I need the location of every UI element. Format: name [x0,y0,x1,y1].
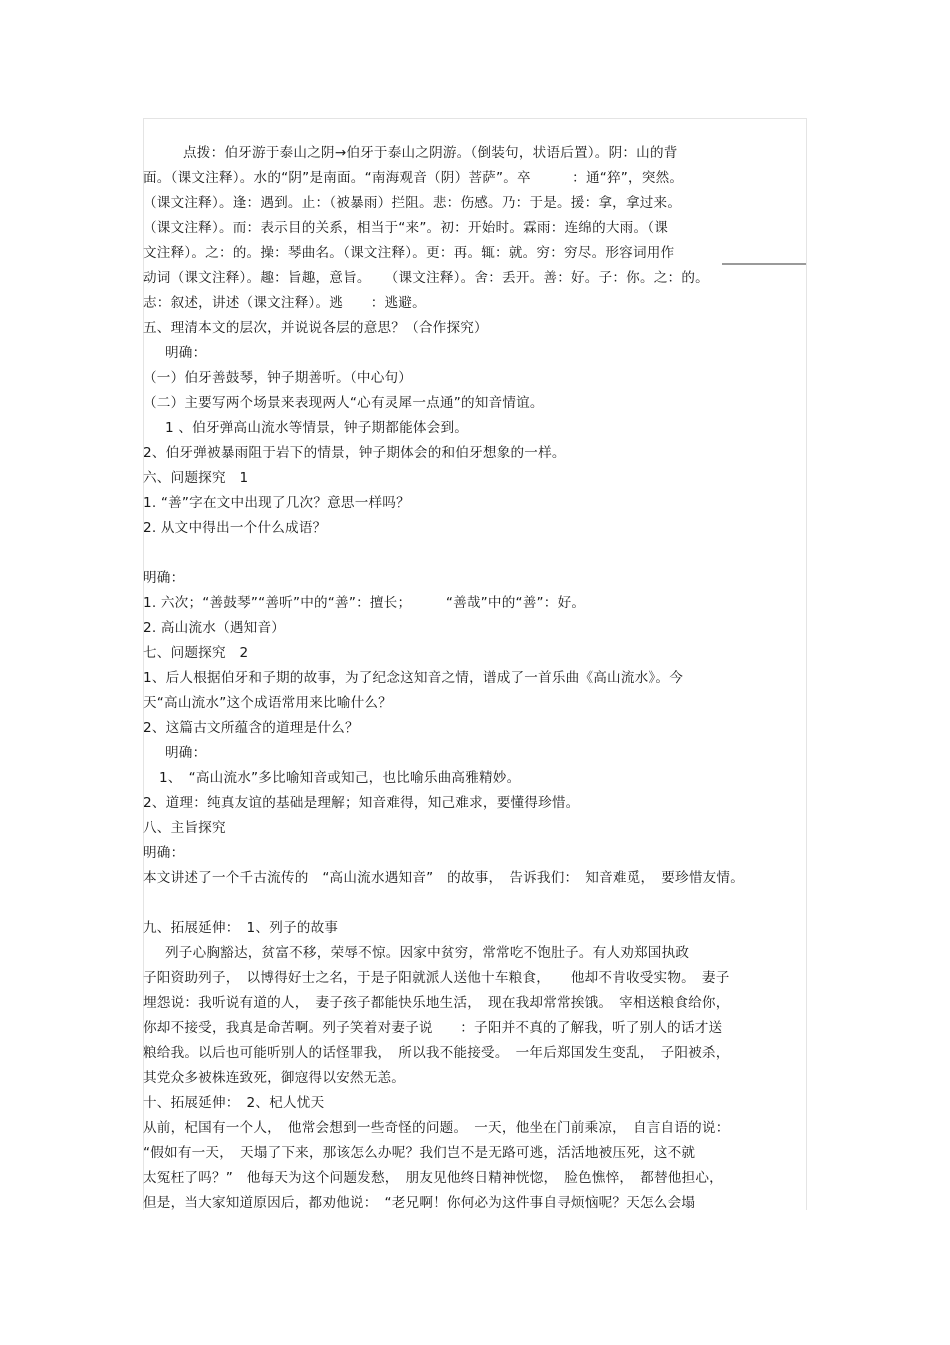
blank-line [143,541,803,566]
question-line: 1. “善”字在文中出现了几次？意思一样吗？ [143,495,410,511]
document-body [143,141,803,1216]
section-heading: 六、问题探究 1 [143,470,249,486]
text-line: 2、道理：纯真友谊的基础是理解；知音难得，知己难求，要懂得珍惜。 [143,795,580,811]
text-line: 点拨：伯牙游于泰山之阴→伯牙于泰山之阴游。（倒装句，状语后置）。阴：山的背 [183,145,678,161]
text-line: 动词（课文注释）。趣：旨趣，意旨。 （课文注释）。舍：丢开。善：好。子：你。之：的。 [143,270,709,286]
text-line: （二）主要写两个场景来表现两人“心有灵犀一点通”的知音情谊。 [143,395,544,411]
section-heading: 十、拓展延伸： 2、杞人忧天 [143,1095,325,1111]
text-line: 但是，当大家知道原因后，都劝他说： “老兄啊！你何必为这件事自寻烦恼呢？天怎么会塌 [143,1195,696,1211]
text-line: 粮给我。以后也可能听别人的话怪罪我， 所以我不能接受。 一年后郑国发生变乱， 子阳被杀， [143,1045,730,1061]
text-line: 列子心胸豁达，贫富不移，荣辱不惊。因家中贫穷，常常吃不饱肚子。有人劝郑国执政 [165,945,690,961]
text-line: 你却不接受，我真是命苦啊。列子笑着对妻子说 ：子阳并不真的了解我，听了别人的话才送 [143,1020,723,1036]
section-heading: 九、拓展延伸： 1、列子的故事 [143,920,339,936]
section-heading: 七、问题探究 2 [143,645,249,661]
text-line: 子阳资助列子， 以博得好士之名，于是子阳就派人送他十车粮食， 他却不肯收受实物。 妻子 [143,970,730,986]
text-line: “假如有一天， 天塌了下来，那该怎么办呢？我们岂不是无路可逃，活活地被压死，这不就 [143,1145,696,1161]
question-line: 1、后人根据伯牙和子期的故事，为了纪念这知音之情，谱成了一首乐曲《高山流水》。今 [143,670,684,686]
text-line: 2. 高山流水（遇知音） [143,620,286,636]
text-line: 从前，杞国有一个人， 他常会想到一些奇怪的问题。 一天，他坐在门前乘凉， 自言自语的说： [143,1120,730,1136]
text-line: （课文注释）。而：表示目的关系，相当于“来”。初：开始时。霖雨：连绵的大雨。（课 [143,220,669,236]
text-line: 其党众多被株连致死，御寇得以安然无恙。 [143,1070,406,1086]
text-line: 文注释）。之：的。操：琴曲名。（课文注释）。更：再。辄：就。穷：穷尽。形容词用作 [143,245,675,261]
text-line: 1 、伯牙弹高山流水等情景，钟子期都能体会到。 [165,420,469,436]
question-line: 天“高山流水”这个成语常用来比喻什么？ [143,695,392,711]
text-line: 埋怨说：我听说有道的人， 妻子孩子都能快乐地生活， 现在我却常常挨饿。 宰相送粮食给你， [143,995,730,1011]
question-line: 2、这篇古文所蕴含的道理是什么？ [143,720,359,736]
text-line: 1、 “高山流水”多比喻知音或知己，也比喻乐曲高雅精妙。 [159,770,521,786]
answer-label: 明确： [165,345,207,361]
answer-label: 明确： [165,745,207,761]
text-line: 太冤枉了吗？” 他每天为这个问题发愁， 朋友见他终日精神恍惚， 脸色憔悴， 都替他担心， [143,1170,723,1186]
question-line: 2. 从文中得出一个什么成语？ [143,520,327,536]
text-line: （课文注释）。逢：遇到。止：（被暴雨）拦阻。悲：伤感。乃：于是。援：拿，拿过来。 [143,195,682,211]
text-line: 2、伯牙弹被暴雨阻于岩下的情景，钟子期体会的和伯牙想象的一样。 [143,445,566,461]
section-heading: 五、理清本文的层次，并说说各层的意思？（合作探究） [143,320,488,336]
answer-label: 明确： [143,570,185,586]
text-line: 志：叙述，讲述（课文注释）。逃 ：逃避。 [143,295,426,311]
text-line: （一）伯牙善鼓琴，钟子期善听。（中心句） [143,370,413,386]
text-line: 本文讲述了一个千古流传的 “高山流水遇知音” 的故事， 告诉我们： 知音难觅， 要珍惜友情。 [143,870,745,886]
text-line: 面。（课文注释）。水的“阴”是南面。“南海观音（阴）菩萨”。卒 ：通“猝”，突然。 [143,170,684,186]
blank-line [143,891,803,916]
answer-label: 明确： [143,845,185,861]
section-heading: 八、主旨探究 [143,820,226,836]
text-line: 1. 六次；“善鼓琴”“善听”中的“善”：擅长； “善哉”中的“善”：好。 [143,595,586,611]
